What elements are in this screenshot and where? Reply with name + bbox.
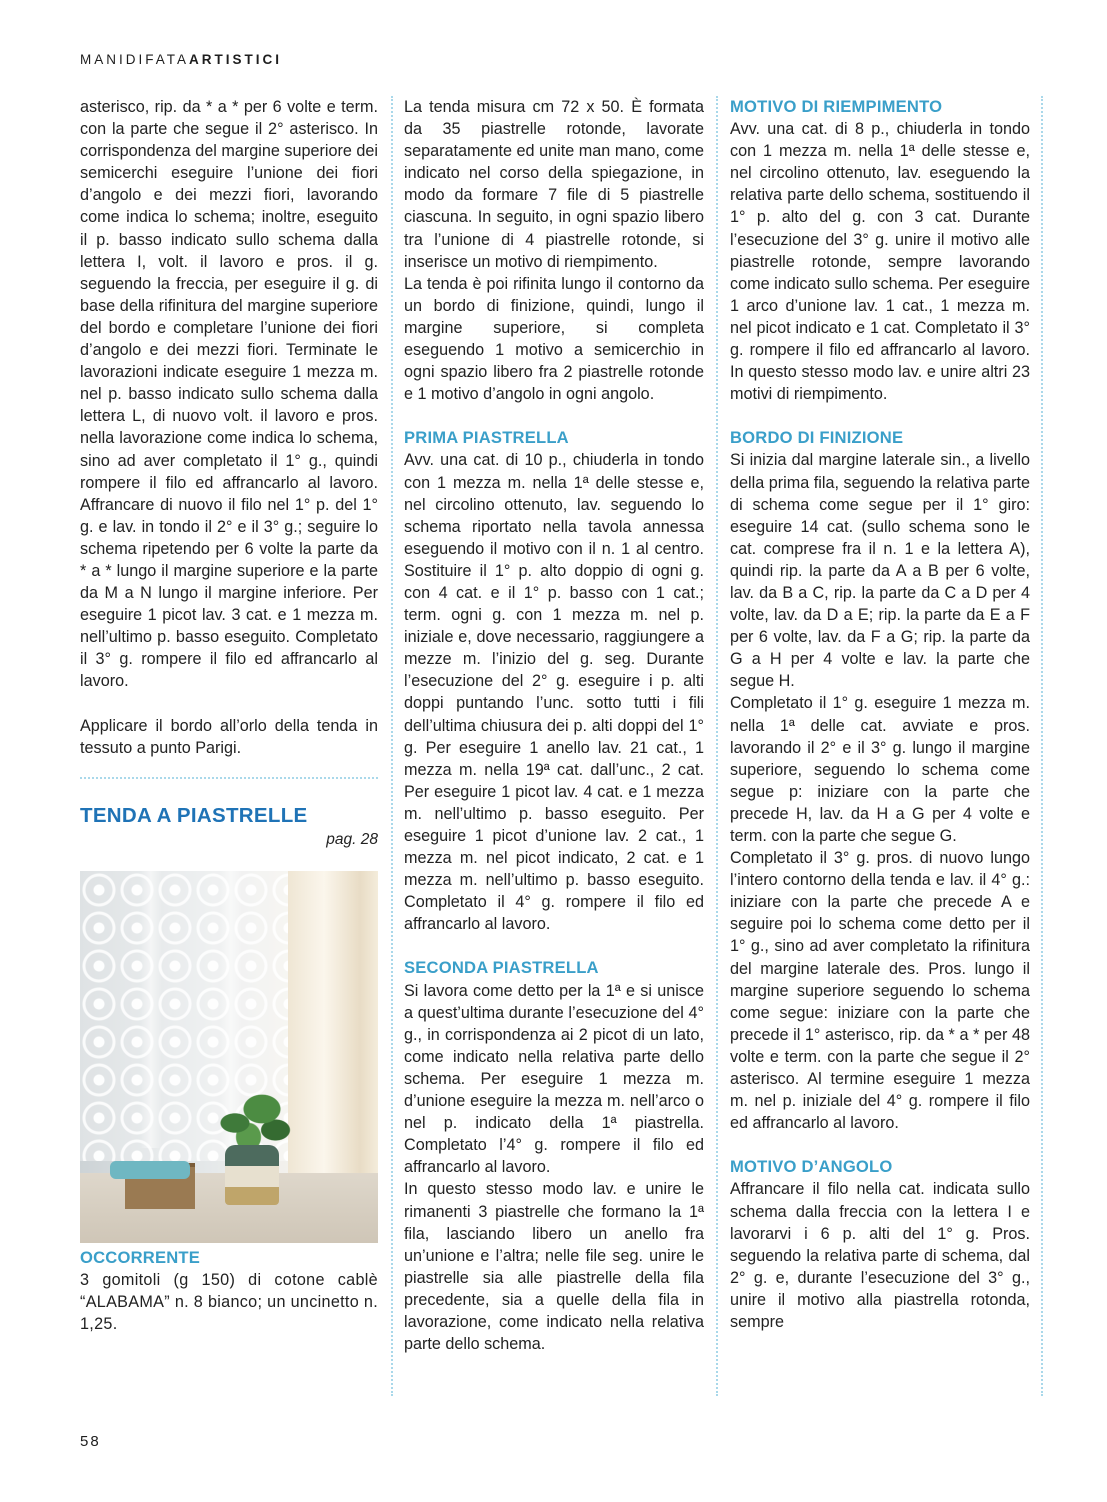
paragraph: La tenda è poi rifinita lungo il contorno da un bordo di finizione, quindi, lungo il margine superiore, si completa eseguendo 1 motivo a semicerchio in ogni spazio libero fra 2 piastrelle rotonde e 1 motivo d’angolo in ogni angolo.	[404, 274, 704, 404]
section-divider	[80, 777, 378, 779]
section-heading: OCCORRENTE	[80, 1247, 201, 1267]
paragraph: Avv. una cat. di 8 p., chiuderla in tondo con 1 mezza m. nella 1ª delle stesse e, nel circolino ottenuto, lav. eseguendo la relativa parte dello schema, sostituendo il 1° p. alto del g. con 3 cat. Durante l’esecuzione del 3° g. unire il motivo alle piastrelle rotonde, sempre lavorando come indicato sullo schema. Per eseguire 1 arco d’unione lav. 1 cat., 1 mezza m. nel picot indicato e 1 cat. Completato il 3° g. rompere il filo ed affrancarlo al lavoro. In questo stesso modo lav. e unire altri 23 motivi di riempimento.	[730, 120, 1030, 404]
curtain-photo	[80, 871, 378, 1243]
column-2	[404, 96, 704, 1355]
section-heading: PRIMA PIASTRELLA	[404, 428, 569, 448]
paragraph: Avv. una cat. di 10 p., chiuderla in tondo con 1 mezza m. nella 1ª delle stesse e, nel circolino ottenuto, lav. seguendo lo schema riportato nella tavola annessa eseguendo il motivo con il n. 1 al centro. Sostituire il 1° p. alto doppio di ogni g. con 4 cat. e il 1° p. basso con 1 cat.; term. ogni g. con 1 mezza m. nel p. iniziale e, dove necessario, raggiungere a mezze m. l’inizio del g. seg. Durante l’esecuzione del 2° g. eseguire i p. alti doppi puntando l’unc. sotto tutti i fili dell’ultima chiusura dei p. alti doppi del 1° g. Per eseguire 1 anello lav. 21 cat., 1 mezza m. nella 19ª cat. dall’unc., 2 cat. Per eseguire 1 picot lav. 4 cat. e 1 mezza m. nell’ultimo p. basso eseguito. Per eseguire 1 picot d’unione lav. 2 cat., 1 mezza m. nel picot indicato, 2 cat. e 1 mezza m. nell’ultimo p. basso eseguito. Completato il 4° g. rompere il filo ed affrancarlo al lavoro.	[404, 451, 704, 934]
paragraph: asterisco, rip. da * a * per 6 volte e term. con la parte che segue il 2° asterisco. In corrispondenza del margine superiore dei semicerchi eseguire l’unione dei fiori d’angolo e dei mezzi fiori, lavorando come indica lo schema; inoltre, eseguito il p. basso indicato sullo schema dalla lettera I, volt. il lavoro e pros. il g. seguendo la freccia, per eseguire il g. di base della rifinitura del margine superiore del bordo e completare l’unione dei fiori d’angolo e dei mezzi fiori. Terminate le lavorazioni indicate eseguire 1 mezza m. nel p. basso indicato sullo schema dalla lettera L, di nuovo volt. il lavoro e pros. nella lavorazione come indica lo schema, sino ad aver completato il 1° g., quindi rompere il filo ed affrancarlo al lavoro. Affrancare di nuovo il filo nel 1° p. del 1° g. e lav. in tondo il 2° e il 3° g.; seguire lo schema ripetendo per 6 volte la parte da * a * lungo il margine superiore e la parte da M a N lungo il margine inferiore. Per eseguire 1 picot lav. 3 cat. e 1 mezza m. nell’ultimo p. basso eseguito. Completato il 3° g. rompere il filo ed affrancarlo al lavoro.	[80, 98, 378, 691]
section-heading: MOTIVO DI RIEMPIMENTO	[730, 97, 943, 116]
page-number: 58	[80, 1433, 101, 1450]
paragraph: Completato il 1° g. eseguire 1 mezza m. nella 1ª delle cat. avviate e pros. lavorando il 2° e il 3° g. lungo il margine superiore, seguendo lo schema come segue p: iniziare con la parte che precede H, lav. da H a G per 4 volte e term. con la parte che segue G.	[730, 694, 1030, 845]
paragraph: Si inizia dal margine laterale sin., a livello della prima fila, seguendo la relativa parte di schema come segue per il 1° giro: eseguire 14 cat. (sullo schema sono le cat. comprese fra il n. 1 e la lettera A), quindi rip. la parte da A a B per 6 volte, lav. da B a C, rip. la parte da C a D per 4 volte, lav. da D a E; rip. la parte da E a F per 6 volte, lav. da F a G; rip. la parte da G a H per 4 volte e lav. la parte che segue H.	[730, 451, 1030, 691]
paragraph: Affrancare il filo nella cat. indicata sullo schema dalla freccia con la lettera I e lavorarvi i 6 p. alti del 1° g. Pros. seguendo la relativa parte di schema, dal 2° g. e, durante l’esecuzione del 3° g., unire il motivo alla piastrella rotonda, sempre	[730, 1180, 1030, 1331]
column-1	[80, 96, 378, 1335]
page-reference: pag. 28	[326, 830, 378, 848]
paragraph: Si lavora come detto per la 1ª e si unisce a quest’ultima durante l’esecuzione del 4° g., in corrispondenza ai 2 picot di un lato, come indicato nella relativa parte dello schema. Per eseguire 1 mezza m. d’unione eseguire la mezza m. nell’arco o nel p. indicato della 1ª piastrella. Completato l’4° g. rompere il filo ed affrancarlo al lavoro.	[404, 981, 704, 1177]
paragraph: Completato il 3° g. pros. di nuovo lungo l’intero contorno della tenda e lav. il 4° g.: iniziare con la parte che precede A e seguire poi lo schema come detto per il 1° g., sino ad aver completato la rifinitura del margine laterale des. Pros. lungo il margine superiore seguendo lo schema come segue: iniziare con la parte che precede il 1° asterisco, rip. da * a * per 48 volte e term. con la parte che segue il 2° asterisco. Al termine eseguire 1 mezza m. nel p. iniziale del 4° g. rompere il filo ed affrancarlo al lavoro.	[730, 849, 1030, 1133]
plant-pot	[225, 1145, 279, 1205]
paragraph: 3 gomitoli (g 150) di cotone cablè “ALABAMA” n. 8 bianco; un uncinetto n. 1,25.	[80, 1271, 378, 1334]
side-drape	[288, 871, 378, 1201]
paragraph: Applicare il bordo all’orlo della tenda in tessuto a punto Parigi.	[80, 716, 378, 757]
column-3	[730, 96, 1030, 1333]
header-part1: MANIDIFATA	[80, 52, 190, 67]
section-heading: BORDO DI FINIZIONE	[730, 428, 904, 448]
plant	[208, 1081, 298, 1151]
column-separator	[716, 96, 718, 1396]
section-heading: MOTIVO D’ANGOLO	[730, 1157, 893, 1177]
towel	[110, 1161, 190, 1179]
column-separator	[391, 96, 393, 1396]
column-separator	[1041, 96, 1043, 1396]
magazine-header	[80, 52, 282, 67]
header-part2: ARTISTICI	[189, 52, 283, 67]
paragraph: La tenda misura cm 72 x 50. È formata da 35 piastrelle rotonde, lavorate separatamente ed unite man mano, come indicato nel corso della spiegazione, in modo da formare 7 file di 5 piastrelle ciascuna. In seguito, in ogni spazio libero tra l’unione di 4 piastrelle rotonde, si inserisce un motivo di riempimento.	[404, 98, 704, 271]
article-title: TENDA A PIASTRELLE	[80, 803, 308, 827]
section-heading: SECONDA PIASTRELLA	[404, 958, 599, 978]
paragraph: In questo stesso modo lav. e unire le rimanenti 3 piastrelle che formano la 1ª fila, lasciando libero un anello fra un’unione e l’altra; nelle file seg. unire le piastrelle sia alle piastrelle della fila precedente, sia a quelle della fila in lavorazione, come indicato nella relativa parte dello schema.	[404, 1180, 704, 1354]
